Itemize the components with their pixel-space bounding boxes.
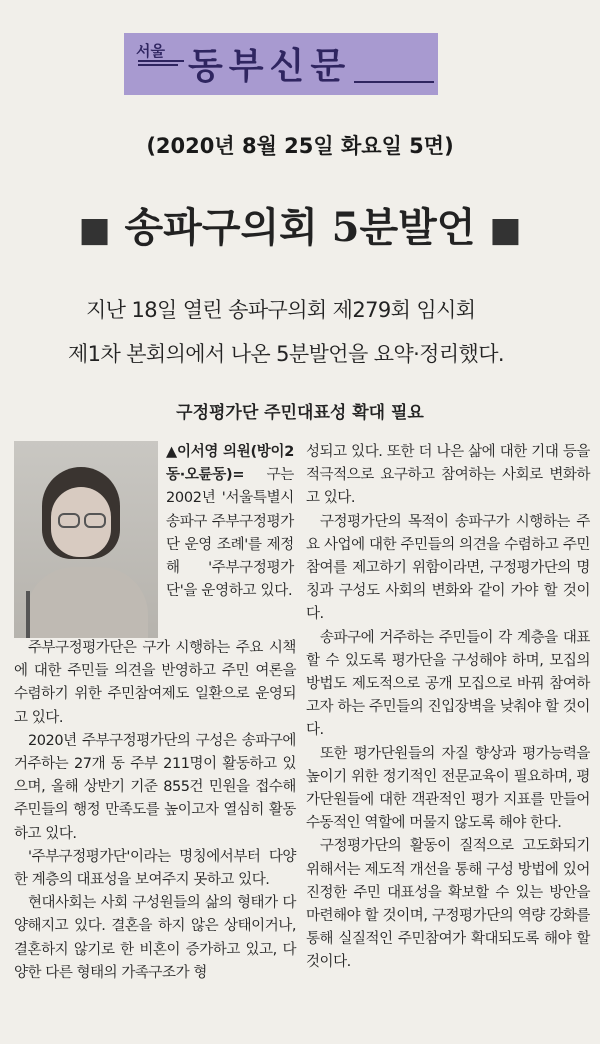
- masthead-rule: [354, 81, 434, 83]
- headline-marker-left: ■: [78, 210, 111, 250]
- headline-marker-right: ■: [489, 210, 522, 250]
- lead-line-1: 지난 18일 열린 송파구의회 제279회 임시회: [86, 298, 476, 322]
- article-paragraph: 2020년 주부구정평가단의 구성은 송파구에 거주하는 27개 동 주부 211명이 활동하고 있으며, 올해 상반기 기준 855건 민원을 접수해 주민들의 행정 만족도를 높이고자 열심히 활동하고 있다.: [14, 732, 296, 842]
- microphone-icon: [26, 591, 30, 638]
- portrait-glasses: [84, 513, 106, 528]
- lead-line-2: 제1차 본회의에서 나온 5분발언을 요약·정리했다.: [68, 342, 505, 366]
- article-paragraph: 구정평가단의 목적이 송파구가 시행하는 주요 사업에 대한 주민들의 의견을 수렴하고 주민 참여를 제고하기 위함이라면, 구정평가단의 명칭과 구성도 사회의 변화와 같이 가야 할 것이다.: [306, 513, 590, 623]
- speaker-name: ▲이서영 의원(방이2동·오륜동)=: [166, 444, 294, 484]
- masthead-rule: [138, 64, 178, 66]
- speaker-intro: [166, 441, 294, 603]
- article-paragraph: 현대사회는 사회 구성원들의 삶의 형태가 다양해지고 있다. 결혼을 하지 않은 상태이거나, 결혼하지 않기로 한 비혼이 증가하고 있고, 다양한 다른 형태의 가족구조가 형: [14, 895, 296, 981]
- article-paragraph-continued: 성되고 있다. 또한 더 나은 삶에 대한 기대 등을 적극적으로 요구하고 참여하는 사회로 변화하고 있다.: [306, 444, 590, 507]
- article-paragraph: '주부구정평가단'이라는 명칭에서부터 다양한 계층의 대표성을 보여주지 못하고 있다.: [14, 848, 296, 889]
- article-paragraph: 구정평가단의 활동이 질적으로 고도화되기 위해서는 제도적 개선을 통해 구성 방법에 있어 진정한 주민 대표성을 확보할 수 있는 방안을 마련해야 할 것이며, 구정평가단의 역량 강화를 통해 실질적인 주민참여가 확대되도록 해야 할 것이다.: [306, 838, 590, 971]
- headline-text: 송파구의회 5분발언: [124, 204, 476, 251]
- masthead-logo: 동부신문: [188, 45, 352, 87]
- intro-text: 구는 2002년 '서울특별시 송파구 주부구정평가단 운영 조례'를 제정해 '주부구정평가단'을 운영하고 있다.: [166, 467, 294, 600]
- article-paragraph: 송파구에 거주하는 주민들이 각 계층을 대표할 수 있도록 평가단을 구성해야 하며, 모집의 방법도 제도적으로 공개 모집으로 바꿔 참여하고자 하는 주민들의 진입장벽을 낮춰야 할 것이다.: [306, 629, 590, 739]
- article-paragraph: 또한 평가단원들의 자질 향상과 평가능력을 높이기 위한 정기적인 전문교육이 필요하며, 평가단원들에 대한 객관적인 평가 지표를 만들어 수동적인 역할에 머물지 않도록 해야 한다.: [306, 745, 590, 832]
- dateline: (2020년 8월 25일 화요일 5면): [146, 134, 454, 158]
- portrait-body: [26, 567, 148, 638]
- article-column-left: [14, 637, 296, 985]
- masthead-city: 서울: [136, 42, 165, 60]
- headline: [0, 196, 600, 253]
- article-column-right: [306, 441, 590, 975]
- article-subhead: 구정평가단 주민대표성 확대 필요: [176, 403, 424, 423]
- portrait-photo: [14, 441, 158, 638]
- article-paragraph: 주부구정평가단은 구가 시행하는 주요 시책에 대한 주민들 의견을 반영하고 주민 여론을 수렴하기 위한 주민참여제도 일환으로 운영되고 있다.: [14, 640, 296, 726]
- masthead-rule: [138, 60, 184, 62]
- newspaper-masthead: [124, 33, 438, 95]
- portrait-glasses: [58, 513, 80, 528]
